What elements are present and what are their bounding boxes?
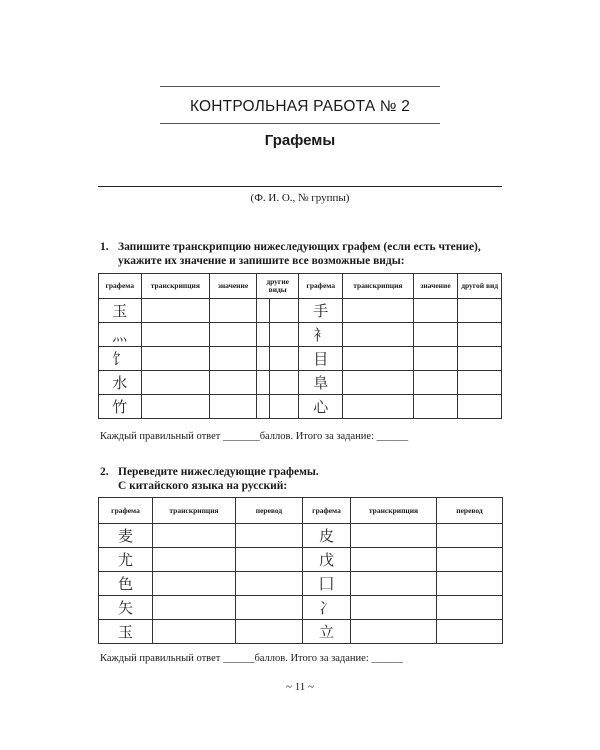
task1-glyph-right: 手 xyxy=(299,299,343,323)
answer-cell[interactable] xyxy=(351,572,437,596)
page-number: ~ 11 ~ xyxy=(286,681,314,693)
task1-table xyxy=(98,273,502,419)
task2-glyph-right: 戊 xyxy=(303,548,351,572)
page-title: КОНТРОЛЬНАЯ РАБОТА № 2 xyxy=(189,98,411,115)
task1-text-line2: укажите их значение и запишите все возможные виды: xyxy=(118,255,405,267)
answer-cell[interactable] xyxy=(141,299,210,323)
table-row xyxy=(99,548,503,572)
answer-cell[interactable] xyxy=(270,323,299,347)
task2-text-line1: Переведите нижеследующие графемы. xyxy=(118,466,319,478)
title-top-rule xyxy=(160,86,440,87)
answer-cell[interactable] xyxy=(270,299,299,323)
task2-glyph-right: 冫 xyxy=(303,596,351,620)
task2-number: 2. xyxy=(100,466,109,478)
task1-header-grapheme-right: графема xyxy=(299,274,343,299)
task2-glyph-left: 玉 xyxy=(99,620,153,644)
answer-cell[interactable] xyxy=(343,347,414,371)
task2-glyph-right: 囗 xyxy=(303,572,351,596)
table-row xyxy=(99,395,502,419)
answer-cell[interactable] xyxy=(351,524,437,548)
task1-glyph-left: 玉 xyxy=(99,299,142,323)
task1-header-other-forms: другие виды xyxy=(256,274,299,299)
task2-header-grapheme-right: графема xyxy=(303,498,351,524)
answer-cell[interactable] xyxy=(458,347,502,371)
answer-cell[interactable] xyxy=(141,323,210,347)
task2-glyph-left: 尤 xyxy=(99,548,153,572)
answer-cell[interactable] xyxy=(236,548,303,572)
answer-cell[interactable] xyxy=(437,572,503,596)
answer-cell[interactable] xyxy=(153,524,236,548)
answer-cell[interactable] xyxy=(210,395,257,419)
task1-glyph-left: 饣 xyxy=(99,347,142,371)
answer-cell[interactable] xyxy=(437,524,503,548)
answer-cell[interactable] xyxy=(343,395,414,419)
table-row xyxy=(99,323,502,347)
answer-cell[interactable] xyxy=(210,323,257,347)
task1-score-line: Каждый правильный ответ _______баллов. Итого за задание: ______ xyxy=(100,431,409,442)
task1-glyph-left: 水 xyxy=(99,371,142,395)
task1-header-row xyxy=(99,274,502,299)
answer-cell[interactable] xyxy=(458,395,502,419)
answer-cell[interactable] xyxy=(210,347,257,371)
task2-glyph-left: 色 xyxy=(99,572,153,596)
table-row xyxy=(99,524,503,548)
answer-cell[interactable] xyxy=(351,596,437,620)
task1-glyph-left: 竹 xyxy=(99,395,142,419)
table-row xyxy=(99,620,503,644)
answer-cell[interactable] xyxy=(270,347,299,371)
answer-cell[interactable] xyxy=(351,548,437,572)
table-row xyxy=(99,347,502,371)
answer-cell[interactable] xyxy=(236,620,303,644)
answer-cell[interactable] xyxy=(256,371,270,395)
task2-header-transcription-right: транскрипция xyxy=(351,498,437,524)
answer-cell[interactable] xyxy=(256,347,270,371)
answer-cell[interactable] xyxy=(413,299,458,323)
task1-header-other-form: другой вид xyxy=(458,274,502,299)
answer-cell[interactable] xyxy=(458,323,502,347)
task1-glyph-right: 心 xyxy=(299,395,343,419)
answer-cell[interactable] xyxy=(437,548,503,572)
answer-cell[interactable] xyxy=(343,323,414,347)
answer-cell[interactable] xyxy=(141,347,210,371)
answer-cell[interactable] xyxy=(236,524,303,548)
answer-cell[interactable] xyxy=(210,299,257,323)
answer-cell[interactable] xyxy=(256,323,270,347)
answer-cell[interactable] xyxy=(413,323,458,347)
task2-header-translation-left: перевод xyxy=(236,498,303,524)
task1-glyph-right: 衤 xyxy=(299,323,343,347)
task1-glyph-right: 目 xyxy=(299,347,343,371)
task2-header-transcription-left: транскрипция xyxy=(153,498,236,524)
task1-text-line1: Запишите транскрипцию нижеследующих графем (если есть чтение), xyxy=(118,241,481,253)
task1-glyph-right: 阜 xyxy=(299,371,343,395)
task2-glyph-left: 矢 xyxy=(99,596,153,620)
answer-cell[interactable] xyxy=(270,395,299,419)
task2-glyph-right: 立 xyxy=(303,620,351,644)
answer-cell[interactable] xyxy=(351,620,437,644)
task1-header-transcription-left: транскрипция xyxy=(141,274,210,299)
answer-cell[interactable] xyxy=(236,572,303,596)
answer-cell[interactable] xyxy=(437,620,503,644)
answer-cell[interactable] xyxy=(413,347,458,371)
table-row xyxy=(99,572,503,596)
task2-score-line: Каждый правильный ответ ______баллов. Итого за задание: ______ xyxy=(100,653,403,664)
answer-cell[interactable] xyxy=(437,596,503,620)
answer-cell[interactable] xyxy=(458,371,502,395)
answer-cell[interactable] xyxy=(343,299,414,323)
task1-instruction xyxy=(100,240,502,268)
name-input-line[interactable] xyxy=(98,186,502,187)
task1-header-meaning-right: значение xyxy=(413,274,458,299)
task2-table xyxy=(98,497,503,644)
task1-header-meaning-left: значение xyxy=(210,274,257,299)
table-row xyxy=(99,596,503,620)
answer-cell[interactable] xyxy=(270,371,299,395)
task1-glyph-left: 灬 xyxy=(99,323,142,347)
task2-text-line2: С китайского языка на русский: xyxy=(118,480,288,492)
page-subtitle: Графемы xyxy=(264,132,336,149)
answer-cell[interactable] xyxy=(153,548,236,572)
table-row xyxy=(99,371,502,395)
name-caption: (Ф. И. О., № группы) xyxy=(250,192,350,204)
answer-cell[interactable] xyxy=(413,371,458,395)
answer-cell[interactable] xyxy=(153,620,236,644)
title-bottom-rule xyxy=(160,123,440,124)
task2-header-grapheme-left: графема xyxy=(99,498,153,524)
answer-cell[interactable] xyxy=(256,299,270,323)
answer-cell[interactable] xyxy=(458,299,502,323)
task2-header-row xyxy=(99,498,503,524)
answer-cell[interactable] xyxy=(210,371,257,395)
task2-glyph-right: 皮 xyxy=(303,524,351,548)
answer-cell[interactable] xyxy=(153,596,236,620)
task2-instruction xyxy=(100,465,502,493)
task2-header-translation-right: перевод xyxy=(437,498,503,524)
table-row xyxy=(99,299,502,323)
task1-header-grapheme-left: графема xyxy=(99,274,142,299)
answer-cell[interactable] xyxy=(141,395,210,419)
answer-cell[interactable] xyxy=(236,596,303,620)
answer-cell[interactable] xyxy=(413,395,458,419)
answer-cell[interactable] xyxy=(256,395,270,419)
answer-cell[interactable] xyxy=(343,371,414,395)
answer-cell[interactable] xyxy=(153,572,236,596)
answer-cell[interactable] xyxy=(141,371,210,395)
task2-glyph-left: 麦 xyxy=(99,524,153,548)
task1-number: 1. xyxy=(100,241,109,253)
task1-header-transcription-right: транскрипция xyxy=(343,274,414,299)
